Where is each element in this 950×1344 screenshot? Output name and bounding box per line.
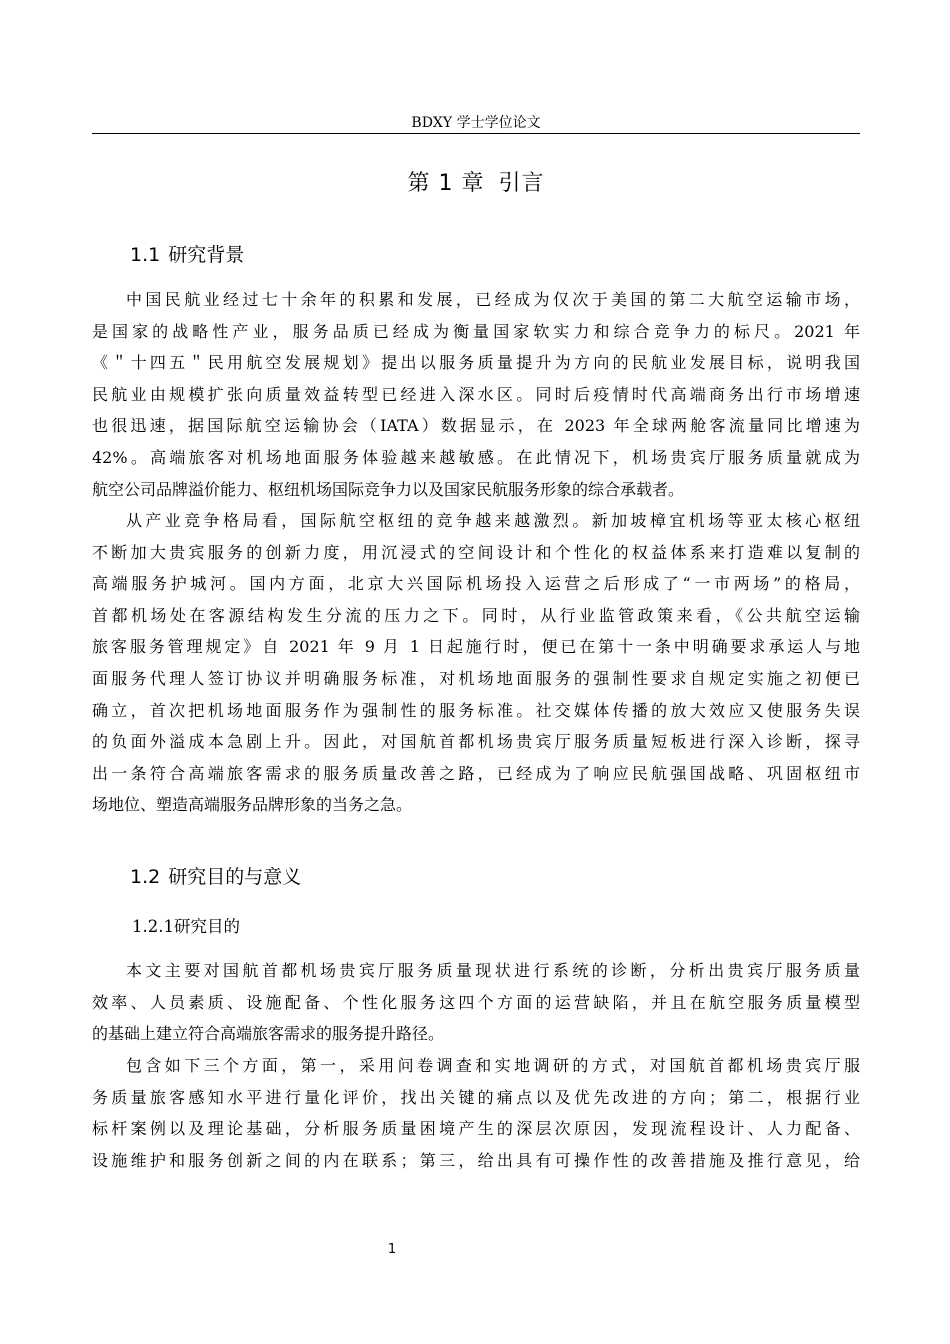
- subsection-heading-1-2-1: [132, 913, 240, 941]
- paragraph-2: [92, 505, 860, 821]
- text-line: 首都机场处在客源结构发生分流的压力之下。同时，从行业监管政策来看，《公共航空运输: [92, 605, 860, 625]
- text-line: 高端服务护城河。国内方面，北京大兴国际机场投入运营之后形成了“一市两场”的格局，: [92, 574, 860, 594]
- text-line: 效率、人员素质、设施配备、个性化服务这四个方面的运营缺陷，并且在航空服务质量模型: [92, 992, 860, 1012]
- text-line: 的基础上建立符合高端旅客需求的服务提升路径。: [92, 1024, 445, 1044]
- text-line: 是国家的战略性产业，服务品质已经成为衡量国家软实力和综合竞争力的标尺。2021 年: [92, 321, 860, 341]
- subsection-number: 1.2.1: [132, 917, 174, 936]
- text-line: 出一条符合高端旅客需求的服务质量改善之路，已经成为了响应民航强国战略、巩固枢纽市: [92, 763, 860, 783]
- text-line: 的负面外溢成本急剧上升。因此，对国航首都机场贵宾厅服务质量短板进行深入诊断，探寻: [92, 732, 860, 752]
- section-title: 研究背景: [168, 244, 245, 266]
- text-line: 也很迅速，据国际航空运输协会（IATA）数据显示，在 2023 年全球两舱客流量同比增速为: [92, 416, 860, 436]
- chapter-title: [92, 166, 860, 202]
- text-line: 面服务代理人签订协议并明确服务标准，对机场地面服务的强制性要求自规定实施之初便已: [92, 668, 860, 688]
- text-line: 42%。高端旅客对机场地面服务体验越来越敏感。在此情况下，机场贵宾厅服务质量就成为: [92, 447, 860, 467]
- section-heading-1-2: [130, 862, 301, 892]
- text-line: 航空公司品牌溢价能力、枢纽机场国际竞争力以及国家民航服务形象的综合承载者。: [92, 479, 685, 499]
- text-line: 民航业由规模扩张向质量效益转型已经进入深水区。同时后疫情时代高端商务出行市场增速: [92, 384, 860, 404]
- section-number: 1.1: [130, 244, 161, 266]
- text-line: 旅客服务管理规定》自 2021 年 9 月 1 日起施行时，便已在第十一条中明确要求承运人与地: [92, 637, 860, 657]
- text-line: 包含如下三个方面，第一，采用问卷调查和实地调研的方式，对国航首都机场贵宾厅服: [126, 1056, 860, 1075]
- text-line: 确立，首次把机场地面服务作为强制性的服务标准。社交媒体传播的放大效应又使服务失误: [92, 700, 860, 720]
- paragraph-4: [92, 1050, 860, 1176]
- text-line: 本文主要对国航首都机场贵宾厅服务质量现状进行系统的诊断，分析出贵宾厅服务质量: [126, 961, 860, 980]
- text-line: 从产业竞争格局看，国际航空枢纽的竞争越来越激烈。新加坡樟宜机场等亚太核心枢纽: [126, 511, 860, 530]
- paragraph-3: [92, 955, 860, 1050]
- text-line: 中国民航业经过七十余年的积累和发展，已经成为仅次于美国的第二大航空运输市场，: [126, 290, 860, 309]
- text-line: 《＂十四五＂民用航空发展规划》提出以服务质量提升为方向的民航业发展目标，说明我国: [92, 353, 860, 373]
- text-line: 场地位、塑造高端服务品牌形象的当务之急。: [92, 795, 413, 815]
- page-number: 1: [387, 1242, 397, 1257]
- header-rule: [92, 133, 860, 134]
- section-heading-1-1: [130, 240, 244, 270]
- text-line: 标杆案例以及理论基础，分析服务质量困境产生的深层次原因，发现流程设计、人力配备、: [92, 1119, 860, 1139]
- section-number: 1.2: [130, 866, 161, 888]
- section-title: 研究目的与意义: [168, 866, 302, 888]
- text-line: 务质量旅客感知水平进行量化评价，找出关键的痛点以及优先改进的方向；第二，根据行业: [92, 1087, 860, 1107]
- paragraph-1: [92, 284, 860, 505]
- text-line: 不断加大贵宾服务的创新力度，用沉浸式的空间设计和个性化的权益体系来打造难以复制的: [92, 542, 860, 562]
- chapter-number: 第 1 章: [407, 171, 485, 196]
- text-line: 设施维护和服务创新之间的内在联系；第三，给出具有可操作性的改善措施及推行意见，给: [92, 1150, 860, 1170]
- subsection-title: 研究目的: [173, 917, 240, 936]
- chapter-name: 引言: [498, 171, 545, 196]
- running-header: BDXY 学士学位论文: [411, 115, 541, 131]
